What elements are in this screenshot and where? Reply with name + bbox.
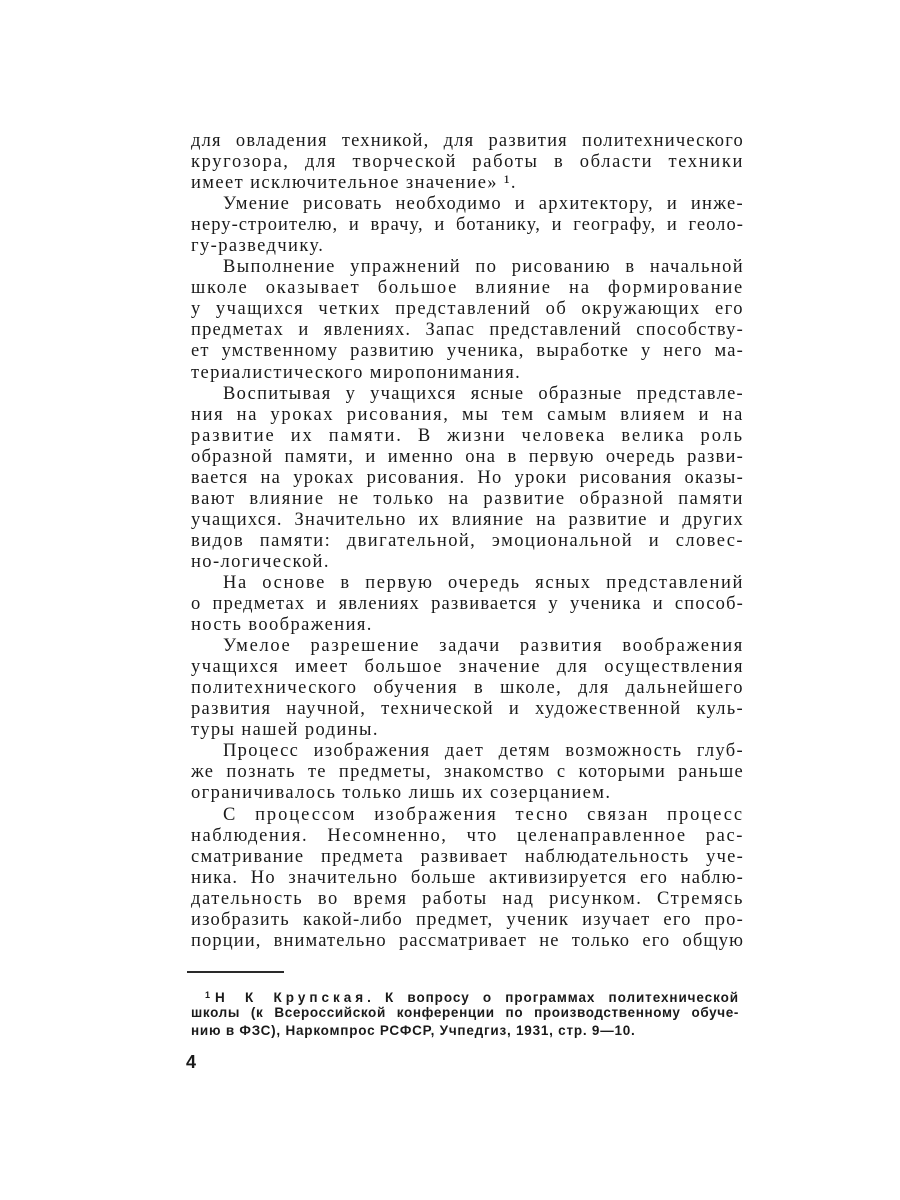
text-line: териалистического миропонимания. [191, 362, 522, 383]
text-line: туры нашей родины. [191, 720, 379, 741]
body-text [191, 131, 744, 952]
text-line: Воспитывая у учащихся ясные образные представле- [223, 383, 744, 404]
paragraph [191, 257, 744, 383]
text-line: Процесс изображения дает детям возможность глуб- [223, 741, 744, 762]
footnote-rule [187, 971, 284, 973]
text-line: политехнического обучения в школе, для дальнейшего [191, 678, 744, 699]
text-line: С процессом изображения тесно связан процесс [223, 804, 744, 825]
text-line: для овладения техникой, для развития политехнического [191, 131, 744, 151]
text-line: ограничивалось только лишь их созерцанием. [191, 783, 612, 804]
text-line: развитие их памяти. В жизни человека велика роль [191, 425, 744, 446]
text-line: ника. Но значительно больше активизируется его наблю- [191, 867, 744, 888]
text-line: порции, внимательно рассматривает не только его общую [191, 930, 744, 951]
text-line: вается на уроках рисования. Но уроки рисования оказы- [191, 467, 744, 488]
text-line: у учащихся четких представлений об окружающих его [191, 299, 744, 320]
footnote-line: нию в ФЗС), Наркомпрос РСФСР, Учпедгиз, 1931, стр. 9—10. [191, 1023, 636, 1038]
text-line: видов памяти: двигательной, эмоциональной и словес- [191, 530, 744, 551]
text-line: учащихся. Значительно их влияние на развитие и других [191, 509, 744, 530]
footnote-citation: . К вопросу о программах политехнической [367, 990, 739, 1005]
footnote-line: школы (к Всероссийской конференции по производственному обуче- [191, 1005, 739, 1020]
text-line: дательность во время работы над рисунком. Стремясь [191, 888, 744, 909]
paragraph [191, 131, 744, 194]
text-line: ния на уроках рисования, мы тем самым влияем и на [191, 404, 744, 425]
page-number: 4 [186, 1052, 197, 1072]
text-line: школе оказывает большое влияние на формирование [191, 278, 744, 299]
text-line: о предметах и явлениях развивается у ученика и способ- [191, 594, 744, 615]
footnote-author: Н К Крупская [214, 990, 368, 1005]
text-line: развития научной, технической и художественной куль- [191, 699, 744, 720]
text-line: Умение рисовать необходимо и архитектору, и инже- [223, 194, 744, 215]
text-line: гу-разведчику. [191, 236, 325, 257]
text-line: сматривание предмета развивает наблюдательность уче- [191, 846, 744, 867]
footnote-line [191, 986, 739, 1004]
text-line: Умелое разрешение задачи развития воображения [223, 636, 744, 657]
paragraph [191, 805, 744, 952]
paragraph [191, 741, 744, 804]
text-line: ет умственному развитию ученика, выработке у него ма- [191, 341, 744, 362]
text-line: вают влияние не только на развитие образной памяти [191, 488, 744, 509]
text-line: учащихся имеет большое значение для осуществления [191, 657, 744, 678]
text-line: же познать те предметы, знакомство с которыми раньше [191, 762, 744, 783]
text-line: предметах и явлениях. Запас представлений способству- [191, 320, 744, 341]
text-line: но-логической. [191, 551, 330, 572]
text-line: изобразить какой-либо предмет, ученик изучает его про- [191, 909, 744, 930]
text-line: имеет исключительное значение» ¹. [191, 173, 517, 194]
paragraph [191, 194, 744, 257]
text-line: неру-строителю, и врачу, и ботанику, и географу, и геоло- [191, 215, 744, 236]
paragraph [191, 384, 744, 573]
text-line: На основе в первую очередь ясных представлений [223, 572, 744, 593]
footnote-marker: 1 [205, 990, 211, 1000]
text-line: наблюдения. Несомненно, что целенаправленное рас- [191, 825, 744, 846]
text-line: кругозора, для творческой работы в области техники [191, 152, 744, 173]
text-line: образной памяти, и именно она в первую очередь разви- [191, 446, 744, 467]
text-line: ность воображения. [191, 615, 373, 636]
paragraph [191, 636, 744, 741]
text-line: Выполнение упражнений по рисованию в начальной [223, 257, 744, 278]
footnote [191, 986, 739, 1040]
paragraph [191, 573, 744, 636]
